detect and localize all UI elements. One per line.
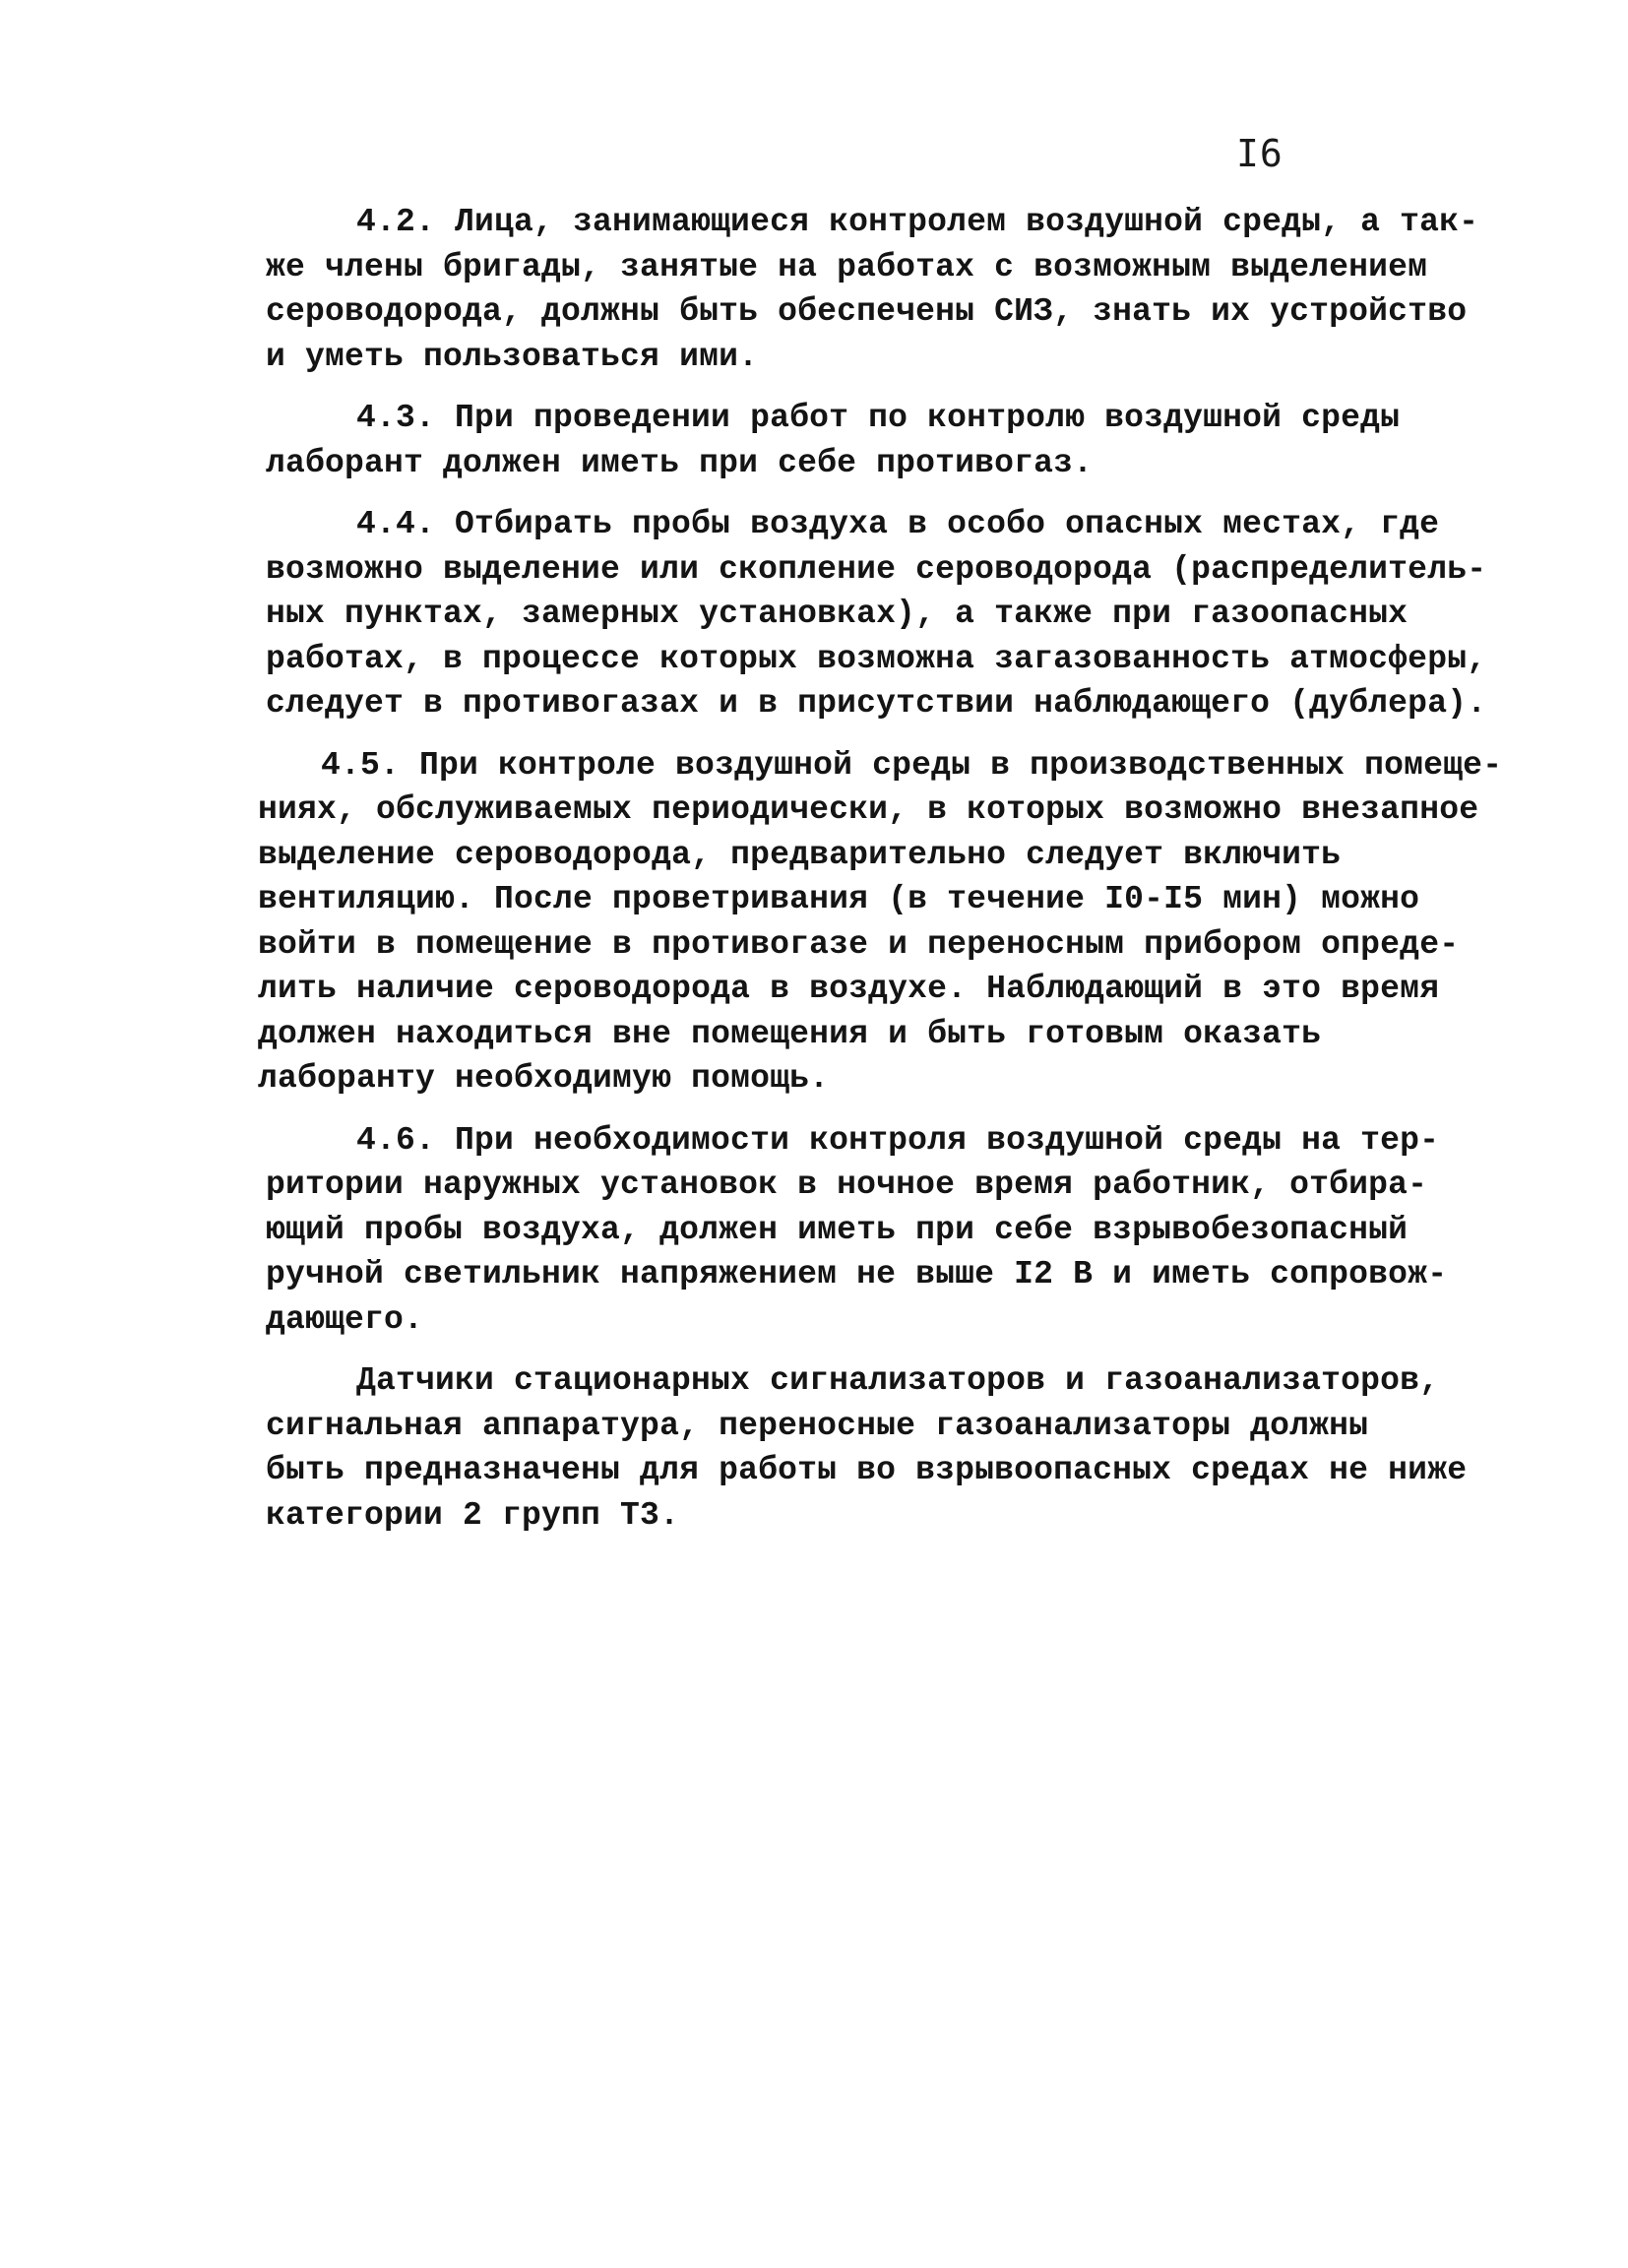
text-line: выделение сероводорода, предварительно следует включить	[258, 836, 1342, 873]
text-line: лаборант должен иметь при себе противогаз.	[266, 444, 1094, 481]
text-line: работах, в процессе которых возможна загазованность атмосферы,	[266, 640, 1487, 677]
paragraph-4-4	[266, 502, 1487, 726]
text-line: сероводорода, должны быть обеспечены СИЗ, знать их устройство	[266, 293, 1468, 330]
text-line: дающего.	[266, 1300, 424, 1338]
paragraph-4-6	[266, 1118, 1448, 1343]
text-line: и уметь пользоваться ими.	[266, 338, 759, 375]
page-number: I6	[1236, 132, 1284, 175]
text-line: ющий пробы воздуха, должен иметь при себе взрывобезопасный	[266, 1211, 1409, 1248]
text-line: же члены бригады, занятые на работах с возможным выделением	[266, 248, 1428, 285]
text-line: лаборанту необходимую помощь.	[258, 1060, 830, 1097]
text-line: 4.2. Лица, занимающиеся контролем воздушной среды, а так-	[356, 204, 1479, 240]
text-line: войти в помещение в противогазе и переносным прибором опреде-	[258, 925, 1460, 963]
text-line: должен находиться вне помещения и быть готовым оказать	[258, 1015, 1322, 1052]
text-line: 4.3. При проведении работ по контролю воздушной среды	[356, 400, 1401, 436]
text-line: вентиляцию. После проветривания (в течение I0-I5 мин) можно	[258, 881, 1420, 917]
text-line: быть предназначены для работы во взрывоопасных средах не ниже	[266, 1452, 1468, 1488]
text-line: 4.6. При необходимости контроля воздушной среды на тер-	[356, 1121, 1440, 1159]
text-line: Датчики стационарных сигнализаторов и газоанализаторов,	[356, 1362, 1440, 1399]
text-line: следует в противогазах и в присутствии наблюдающего (дублера).	[266, 685, 1487, 722]
text-line: ниях, обслуживаемых периодически, в которых возможно внезапное	[258, 791, 1479, 828]
text-line: 4.5. При контроле воздушной среды в производственных помеще-	[321, 746, 1503, 784]
text-line: категории 2 групп Т3.	[266, 1496, 680, 1534]
text-line: 4.4. Отбирать пробы воздуха в особо опасных местах, где	[356, 506, 1440, 542]
text-line: сигнальная аппаратура, переносные газоанализаторы должны	[266, 1407, 1369, 1444]
text-line: ручной светильник напряжением не выше I2 В и иметь сопровож-	[266, 1256, 1448, 1292]
paragraph-4-2	[266, 200, 1479, 379]
text-line: ритории наружных установок в ночное время работник, отбира-	[266, 1166, 1428, 1203]
paragraph-4-3	[266, 396, 1408, 485]
text-line: лить наличие сероводорода в воздухе. Наблюдающий в это время	[258, 971, 1440, 1007]
paragraph-sensors	[266, 1358, 1468, 1538]
document-body	[258, 200, 1503, 1554]
text-line: возможно выделение или скопление сероводорода (распределитель-	[266, 550, 1487, 588]
paragraph-4-5	[258, 743, 1503, 1102]
text-line: ных пунктах, замерных установках), а также при газоопасных	[266, 596, 1409, 632]
